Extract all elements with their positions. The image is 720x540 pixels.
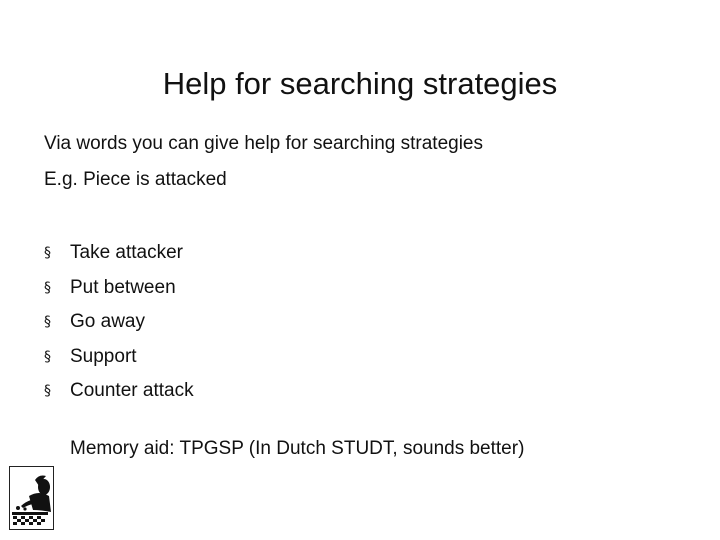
bullet-marker-icon: § [44,245,51,262]
bullet-text: Go away [70,311,145,333]
chess-player-logo-icon [9,466,54,530]
memory-aid-text: Memory aid: TPGSP (In Dutch STUDT, sounds better) [70,438,525,459]
bullet-marker-icon: § [44,314,51,331]
strategy-bullet-list [44,236,194,409]
intro-line-1: Via words you can give help for searching strategies [44,133,484,154]
bullet-item-counter-attack [44,374,194,409]
bullet-item-support [44,340,194,375]
bullet-item-put-between [44,271,194,306]
intro-line-2: E.g. Piece is attacked [44,169,227,190]
slide-title: Help for searching strategies [162,66,558,101]
bullet-text: Put between [70,276,176,298]
bullet-marker-icon: § [44,279,51,296]
bullet-text: Take attacker [70,242,183,264]
bullet-marker-icon: § [44,383,51,400]
bullet-item-take-attacker [44,236,194,271]
bullet-text: Counter attack [70,380,194,402]
bullet-item-go-away [44,305,194,340]
bullet-marker-icon: § [44,348,51,365]
bullet-text: Support [70,345,137,367]
